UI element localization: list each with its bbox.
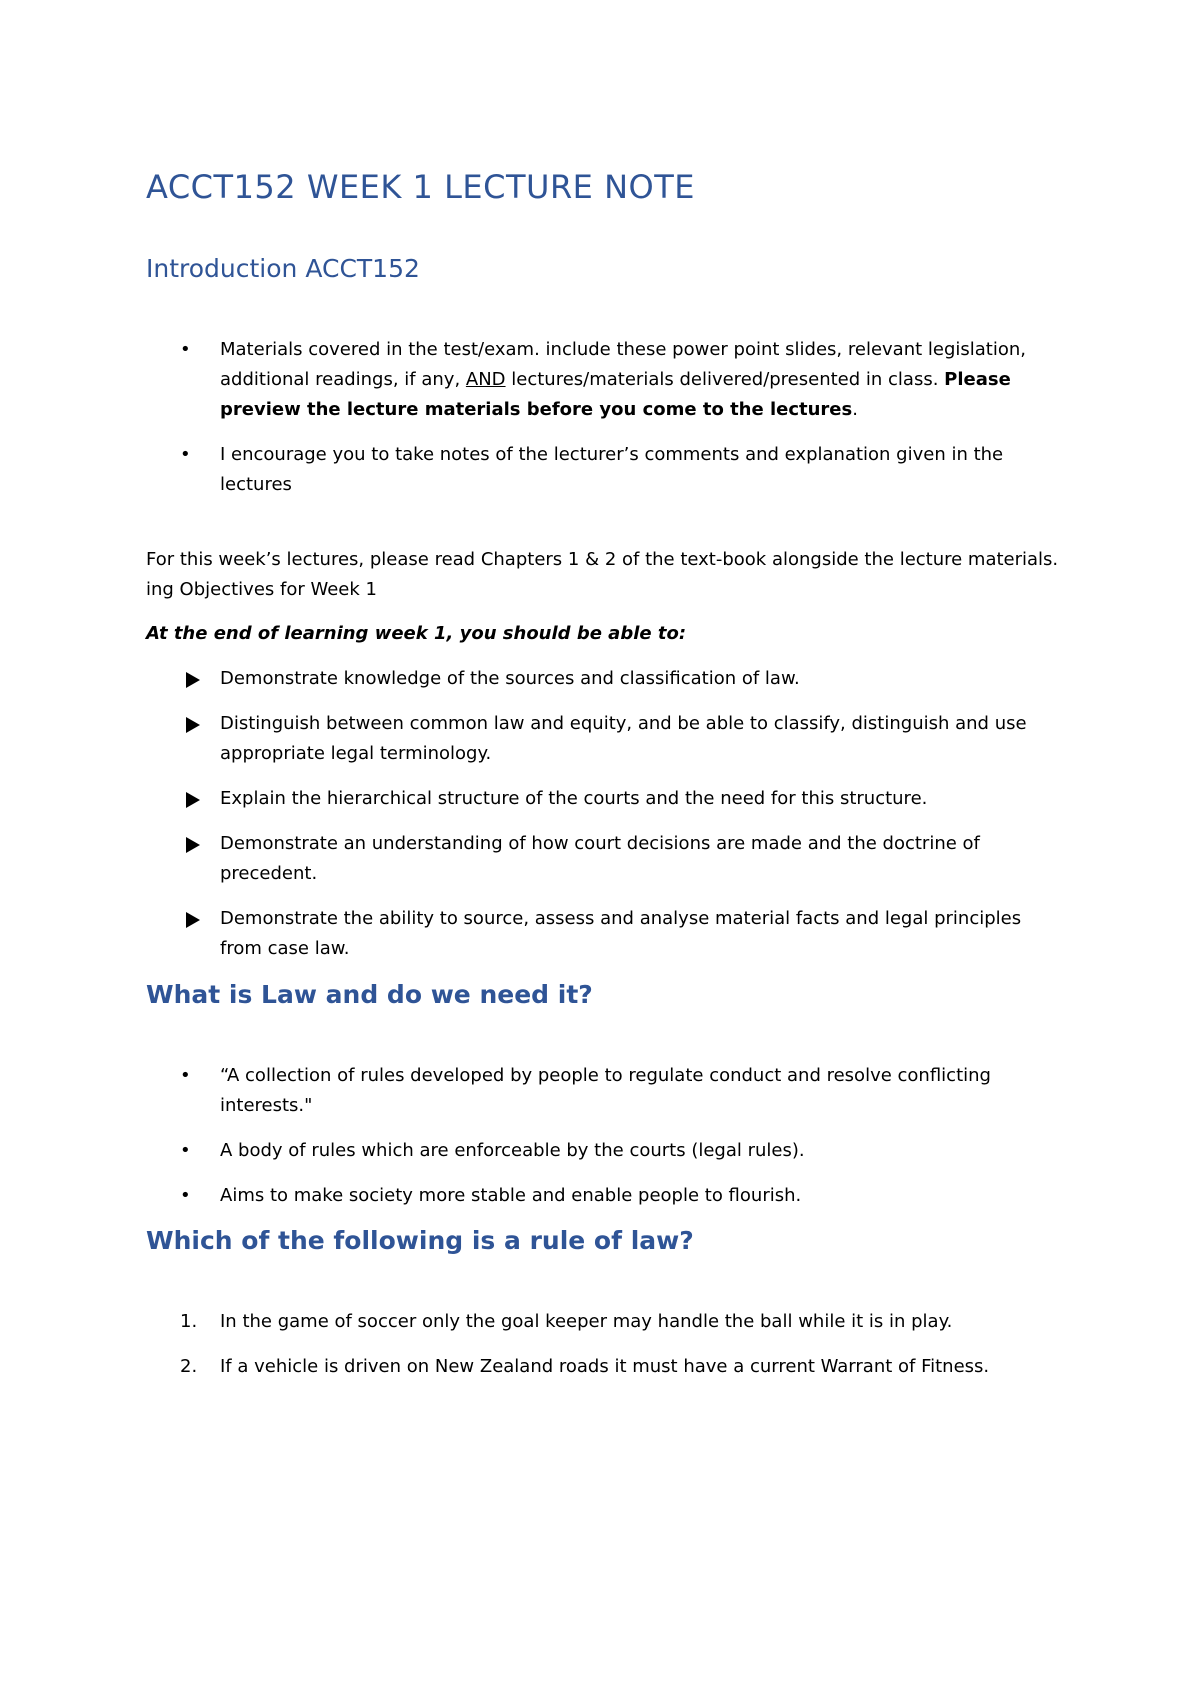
intro-bullet-underlined: AND <box>465 369 506 390</box>
law-heading: What is Law and do we need it? <box>146 980 593 1009</box>
law-bullet-text: “A collection of rules developed by people to regulate conduct and resolve conflicting interests." <box>220 1065 991 1116</box>
rule-numbered-list <box>146 1307 1066 1397</box>
bullet-icon: • <box>180 1185 191 1206</box>
law-bullet-text: Aims to make society more stable and enable people to flourish. <box>220 1185 802 1206</box>
triangle-bullet-icon <box>186 672 200 688</box>
law-bullet-item <box>146 1061 1066 1121</box>
triangle-bullet-icon <box>186 837 200 853</box>
rule-item-text: If a vehicle is driven on New Zealand roads it must have a current Warrant of Fitness. <box>220 1356 990 1377</box>
objectives-fragment: ing Objectives for Week 1 <box>146 579 377 600</box>
intro-heading: Introduction ACCT152 <box>146 254 420 283</box>
bullet-icon: • <box>180 1140 191 1161</box>
bullet-icon: • <box>180 444 191 465</box>
law-bullet-list <box>146 1061 1066 1226</box>
objective-item <box>146 904 1066 964</box>
objectives-list <box>146 664 1066 979</box>
objective-item <box>146 709 1066 769</box>
triangle-bullet-icon <box>186 717 200 733</box>
rule-item-number: 2. <box>180 1356 198 1377</box>
objective-item <box>146 664 1066 694</box>
intro-bullet-end: . <box>852 399 858 420</box>
document-title: ACCT152 WEEK 1 LECTURE NOTE <box>146 168 695 206</box>
intro-bullet-text: I encourage you to take notes of the lecturer’s comments and explanation given in the lectures <box>220 444 1004 495</box>
objective-item <box>146 829 1066 889</box>
triangle-bullet-icon <box>186 912 200 928</box>
rule-item-text: In the game of soccer only the goal keeper may handle the ball while it is in play. <box>220 1311 953 1332</box>
objective-text: Distinguish between common law and equity, and be able to classify, distinguish and use appropriate legal terminology. <box>220 713 1027 764</box>
rule-item-number: 1. <box>180 1311 198 1332</box>
rule-item <box>146 1352 1066 1382</box>
objective-text: Demonstrate knowledge of the sources and classification of law. <box>220 668 800 689</box>
objective-text: Explain the hierarchical structure of the courts and the need for this structure. <box>220 788 928 809</box>
intro-bullet-text: Materials covered in the test/exam. include these power point slides, relevant legislation, additional readings, if any, <box>220 339 1027 390</box>
rule-heading: Which of the following is a rule of law? <box>146 1226 694 1255</box>
bullet-icon: • <box>180 339 191 360</box>
objective-text: Demonstrate the ability to source, assess and analyse material facts and legal principles from case law. <box>220 908 1022 959</box>
intro-bullet-list <box>146 335 1066 515</box>
reading-line: For this week’s lectures, please read Chapters 1 & 2 of the text-book alongside the lecture materials. <box>146 549 1059 570</box>
objective-text: Demonstrate an understanding of how court decisions are made and the doctrine of precedent. <box>220 833 980 884</box>
objective-item <box>146 784 1066 814</box>
law-bullet-item <box>146 1136 1066 1166</box>
law-bullet-item <box>146 1181 1066 1211</box>
law-bullet-text: A body of rules which are enforceable by the courts (legal rules). <box>220 1140 805 1161</box>
rule-item <box>146 1307 1066 1337</box>
intro-bullet-item <box>146 440 1066 500</box>
intro-bullet-bold: Please preview the lecture materials before you come to the lectures <box>220 369 1011 420</box>
objectives-lead: At the end of learning week 1, you should be able to: <box>146 623 687 644</box>
bullet-icon: • <box>180 1065 191 1086</box>
triangle-bullet-icon <box>186 792 200 808</box>
intro-bullet-text: lectures/materials delivered/presented in class. <box>505 369 945 390</box>
intro-bullet-item <box>146 335 1066 425</box>
